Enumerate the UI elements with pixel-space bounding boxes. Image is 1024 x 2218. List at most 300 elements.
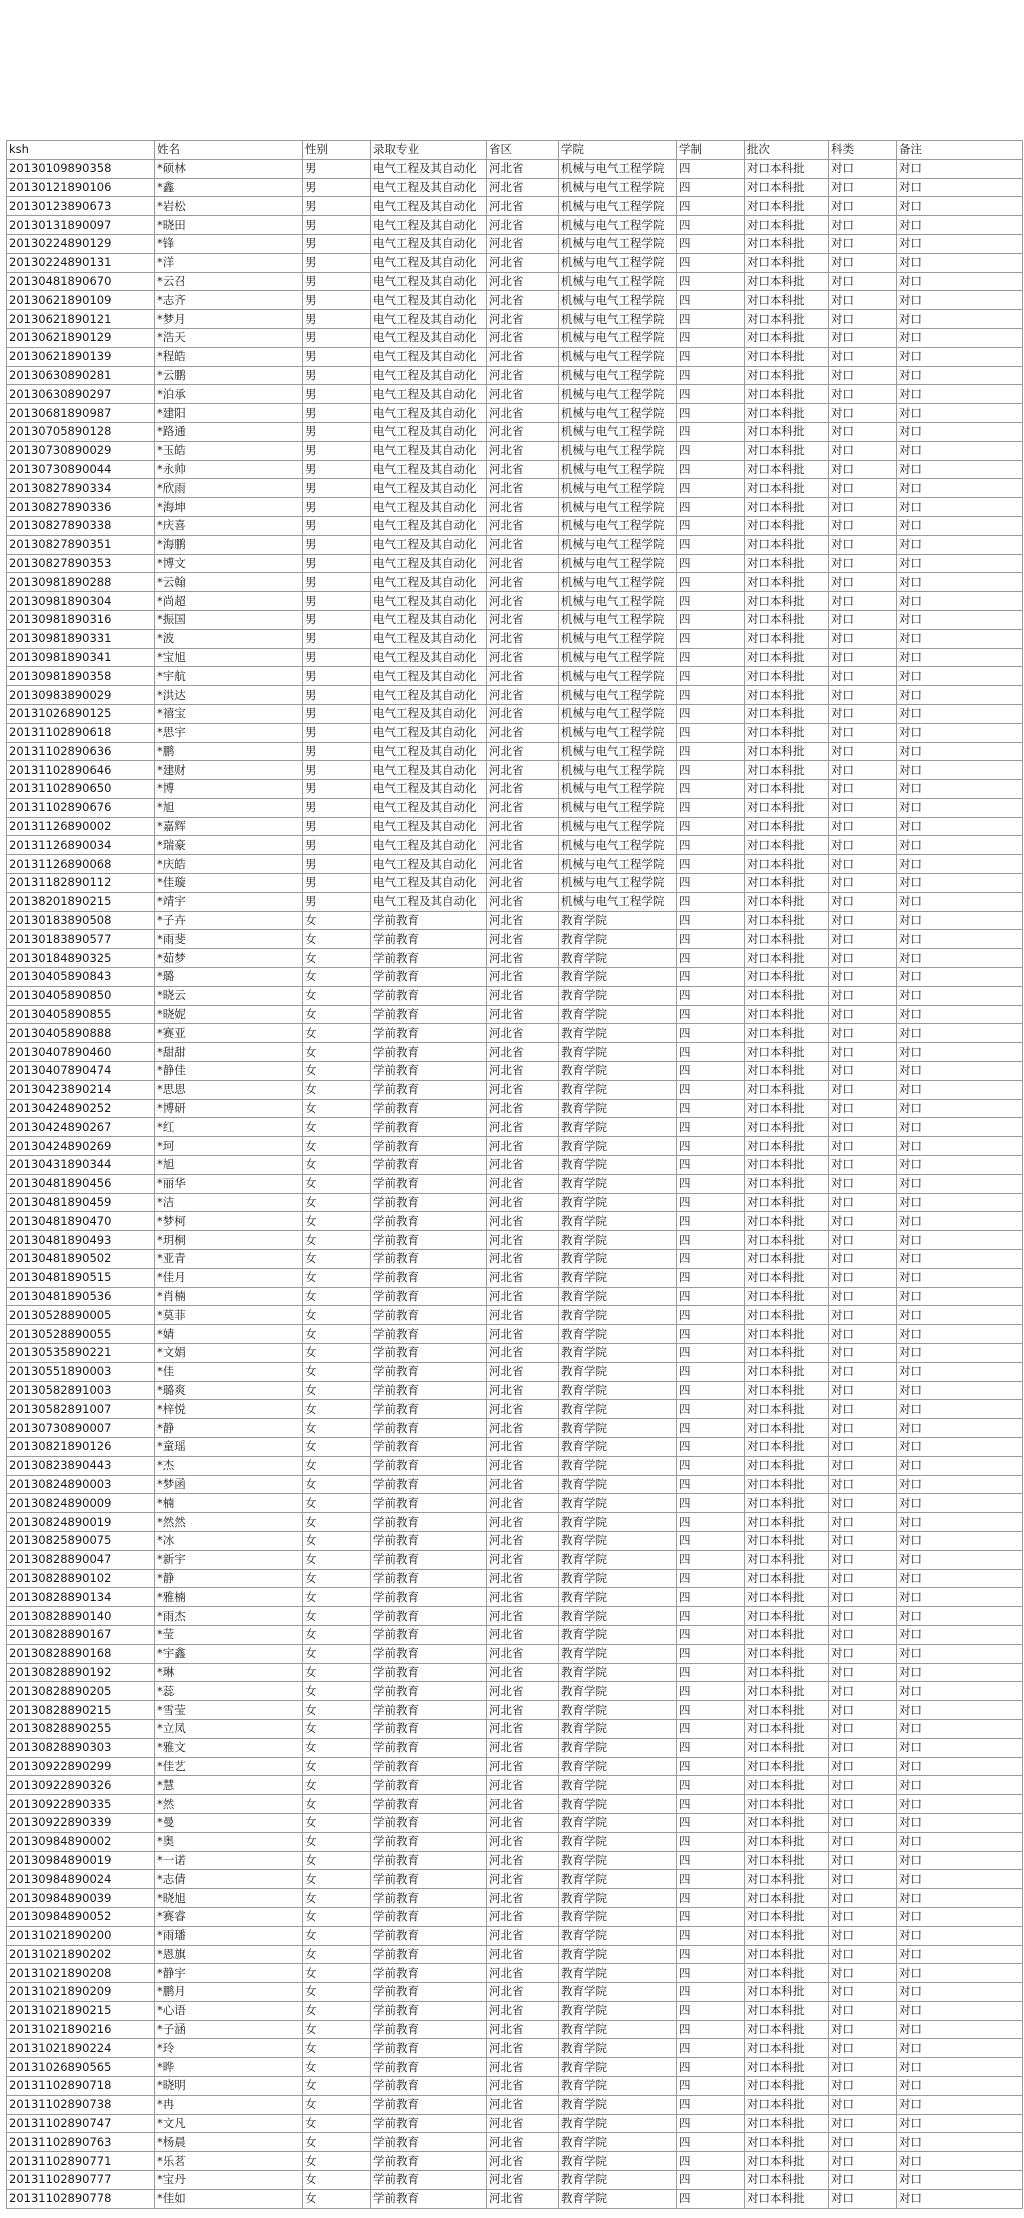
cell-note: 对口 <box>897 855 1023 874</box>
table-row <box>7 742 1023 761</box>
table-row <box>7 178 1023 197</box>
cell-ksh: 20130981890288 <box>7 573 155 592</box>
cell-province: 河北省 <box>487 1964 559 1983</box>
cell-college: 机械与电气工程学院 <box>559 535 677 554</box>
cell-duration: 四 <box>677 592 745 611</box>
cell-name: *晔 <box>155 2058 303 2077</box>
cell-major: 学前教育 <box>371 1776 487 1795</box>
cell-batch: 对口本科批 <box>745 1813 829 1832</box>
cell-major: 电气工程及其自动化 <box>371 629 487 648</box>
cell-name: *雨斐 <box>155 930 303 949</box>
cell-college: 教育学院 <box>559 2020 677 2039</box>
cell-college: 教育学院 <box>559 1437 677 1456</box>
cell-note: 对口 <box>897 1193 1023 1212</box>
cell-major: 电气工程及其自动化 <box>371 328 487 347</box>
cell-college: 教育学院 <box>559 1362 677 1381</box>
cell-province: 河北省 <box>487 1287 559 1306</box>
cell-batch: 对口本科批 <box>745 1118 829 1137</box>
cell-category: 对口 <box>829 1907 897 1926</box>
table-row <box>7 667 1023 686</box>
cell-province: 河北省 <box>487 1494 559 1513</box>
cell-name: *岩松 <box>155 197 303 216</box>
cell-college: 机械与电气工程学院 <box>559 704 677 723</box>
cell-name: *宇航 <box>155 667 303 686</box>
cell-ksh: 20130424890252 <box>7 1099 155 1118</box>
table-row <box>7 1456 1023 1475</box>
cell-note: 对口 <box>897 2133 1023 2152</box>
column-header-ksh: ksh <box>7 141 155 160</box>
cell-college: 教育学院 <box>559 1588 677 1607</box>
cell-province: 河北省 <box>487 498 559 517</box>
cell-ksh: 20130535890221 <box>7 1344 155 1363</box>
cell-ksh: 20131102890646 <box>7 761 155 780</box>
cell-province: 河北省 <box>487 874 559 893</box>
cell-batch: 对口本科批 <box>745 667 829 686</box>
table-row <box>7 1250 1023 1269</box>
cell-duration: 四 <box>677 310 745 329</box>
cell-note: 对口 <box>897 1907 1023 1926</box>
cell-note: 对口 <box>897 1682 1023 1701</box>
cell-note: 对口 <box>897 1813 1023 1832</box>
cell-gender: 女 <box>303 1851 371 1870</box>
cell-batch: 对口本科批 <box>745 1193 829 1212</box>
cell-college: 机械与电气工程学院 <box>559 592 677 611</box>
cell-gender: 女 <box>303 1362 371 1381</box>
cell-duration: 四 <box>677 855 745 874</box>
header-row <box>7 141 1023 160</box>
cell-ksh: 20130405890850 <box>7 986 155 1005</box>
cell-category: 对口 <box>829 460 897 479</box>
cell-note: 对口 <box>897 310 1023 329</box>
cell-batch: 对口本科批 <box>745 1625 829 1644</box>
table-row <box>7 1306 1023 1325</box>
cell-province: 河北省 <box>487 629 559 648</box>
cell-duration: 四 <box>677 1531 745 1550</box>
table-row <box>7 1926 1023 1945</box>
cell-name: *思宇 <box>155 723 303 742</box>
cell-ksh: 20130828890192 <box>7 1663 155 1682</box>
cell-note: 对口 <box>897 2152 1023 2171</box>
cell-major: 电气工程及其自动化 <box>371 704 487 723</box>
cell-note: 对口 <box>897 1870 1023 1889</box>
column-header-major: 录取专业 <box>371 141 487 160</box>
cell-duration: 四 <box>677 2039 745 2058</box>
cell-college: 教育学院 <box>559 1475 677 1494</box>
cell-note: 对口 <box>897 1832 1023 1851</box>
cell-batch: 对口本科批 <box>745 1832 829 1851</box>
cell-ksh: 20131126890002 <box>7 817 155 836</box>
cell-province: 河北省 <box>487 648 559 667</box>
cell-province: 河北省 <box>487 742 559 761</box>
table-row <box>7 798 1023 817</box>
cell-duration: 四 <box>677 1419 745 1438</box>
cell-category: 对口 <box>829 1437 897 1456</box>
cell-duration: 四 <box>677 686 745 705</box>
cell-note: 对口 <box>897 592 1023 611</box>
cell-note: 对口 <box>897 1005 1023 1024</box>
table-row <box>7 1437 1023 1456</box>
cell-note: 对口 <box>897 1287 1023 1306</box>
cell-ksh: 20130827890351 <box>7 535 155 554</box>
cell-name: *嘉辉 <box>155 817 303 836</box>
cell-note: 对口 <box>897 291 1023 310</box>
cell-note: 对口 <box>897 1701 1023 1720</box>
cell-gender: 女 <box>303 1419 371 1438</box>
cell-duration: 四 <box>677 1325 745 1344</box>
cell-province: 河北省 <box>487 1118 559 1137</box>
cell-duration: 四 <box>677 422 745 441</box>
cell-ksh: 20130922890339 <box>7 1813 155 1832</box>
cell-duration: 四 <box>677 949 745 968</box>
cell-college: 教育学院 <box>559 1701 677 1720</box>
cell-category: 对口 <box>829 1174 897 1193</box>
cell-duration: 四 <box>677 2020 745 2039</box>
cell-province: 河北省 <box>487 2001 559 2020</box>
cell-batch: 对口本科批 <box>745 2171 829 2190</box>
cell-category: 对口 <box>829 2152 897 2171</box>
cell-province: 河北省 <box>487 1531 559 1550</box>
cell-duration: 四 <box>677 1663 745 1682</box>
cell-batch: 对口本科批 <box>745 366 829 385</box>
cell-duration: 四 <box>677 761 745 780</box>
cell-duration: 四 <box>677 1174 745 1193</box>
cell-major: 学前教育 <box>371 1870 487 1889</box>
cell-note: 对口 <box>897 1362 1023 1381</box>
cell-province: 河北省 <box>487 1400 559 1419</box>
cell-province: 河北省 <box>487 1682 559 1701</box>
cell-note: 对口 <box>897 1437 1023 1456</box>
cell-category: 对口 <box>829 2001 897 2020</box>
cell-gender: 女 <box>303 1550 371 1569</box>
cell-major: 电气工程及其自动化 <box>371 610 487 629</box>
cell-note: 对口 <box>897 1137 1023 1156</box>
cell-major: 电气工程及其自动化 <box>371 648 487 667</box>
cell-duration: 四 <box>677 1024 745 1043</box>
cell-ksh: 20130481890670 <box>7 272 155 291</box>
cell-college: 机械与电气工程学院 <box>559 648 677 667</box>
cell-duration: 四 <box>677 253 745 272</box>
table-row <box>7 1964 1023 1983</box>
table-row <box>7 422 1023 441</box>
cell-category: 对口 <box>829 1513 897 1532</box>
cell-major: 学前教育 <box>371 2171 487 2190</box>
cell-batch: 对口本科批 <box>745 1851 829 1870</box>
cell-duration: 四 <box>677 197 745 216</box>
cell-name: *宝丹 <box>155 2171 303 2190</box>
cell-name: *梓悦 <box>155 1400 303 1419</box>
cell-note: 对口 <box>897 1550 1023 1569</box>
cell-major: 电气工程及其自动化 <box>371 253 487 272</box>
cell-name: *恩旗 <box>155 1945 303 1964</box>
cell-college: 教育学院 <box>559 1400 677 1419</box>
cell-name: *璐 <box>155 968 303 987</box>
cell-duration: 四 <box>677 2001 745 2020</box>
cell-province: 河北省 <box>487 836 559 855</box>
cell-major: 学前教育 <box>371 1907 487 1926</box>
cell-batch: 对口本科批 <box>745 1644 829 1663</box>
table-row <box>7 2095 1023 2114</box>
cell-province: 河北省 <box>487 2095 559 2114</box>
cell-name: *旭 <box>155 798 303 817</box>
cell-duration: 四 <box>677 516 745 535</box>
cell-note: 对口 <box>897 629 1023 648</box>
cell-ksh: 20130621890121 <box>7 310 155 329</box>
cell-college: 教育学院 <box>559 949 677 968</box>
table-row <box>7 291 1023 310</box>
cell-ksh: 20130828890167 <box>7 1625 155 1644</box>
table-row <box>7 2133 1023 2152</box>
cell-gender: 男 <box>303 610 371 629</box>
cell-duration: 四 <box>677 159 745 178</box>
cell-college: 教育学院 <box>559 2095 677 2114</box>
cell-name: *子涵 <box>155 2020 303 2039</box>
cell-gender: 女 <box>303 2189 371 2208</box>
cell-gender: 男 <box>303 667 371 686</box>
cell-gender: 女 <box>303 1250 371 1269</box>
cell-name: *文凡 <box>155 2114 303 2133</box>
cell-college: 机械与电气工程学院 <box>559 516 677 535</box>
cell-gender: 女 <box>303 1813 371 1832</box>
cell-name: *雪莹 <box>155 1701 303 1720</box>
cell-category: 对口 <box>829 328 897 347</box>
cell-major: 学前教育 <box>371 911 487 930</box>
cell-note: 对口 <box>897 1212 1023 1231</box>
cell-duration: 四 <box>677 554 745 573</box>
cell-note: 对口 <box>897 2189 1023 2208</box>
cell-college: 机械与电气工程学院 <box>559 422 677 441</box>
cell-province: 河北省 <box>487 1738 559 1757</box>
cell-gender: 女 <box>303 1118 371 1137</box>
cell-province: 河北省 <box>487 1870 559 1889</box>
cell-note: 对口 <box>897 216 1023 235</box>
cell-province: 河北省 <box>487 422 559 441</box>
cell-ksh: 20131102890777 <box>7 2171 155 2190</box>
cell-province: 河北省 <box>487 1456 559 1475</box>
table-row <box>7 1099 1023 1118</box>
cell-gender: 男 <box>303 498 371 517</box>
cell-batch: 对口本科批 <box>745 780 829 799</box>
cell-college: 教育学院 <box>559 2152 677 2171</box>
cell-name: *立凤 <box>155 1719 303 1738</box>
cell-major: 学前教育 <box>371 1419 487 1438</box>
cell-name: *雨璠 <box>155 1926 303 1945</box>
cell-ksh: 20130983890029 <box>7 686 155 705</box>
cell-name: *静 <box>155 1569 303 1588</box>
cell-major: 学前教育 <box>371 2058 487 2077</box>
cell-duration: 四 <box>677 1569 745 1588</box>
cell-major: 学前教育 <box>371 1231 487 1250</box>
table-row <box>7 1531 1023 1550</box>
cell-ksh: 20130528890055 <box>7 1325 155 1344</box>
cell-province: 河北省 <box>487 1513 559 1532</box>
cell-province: 河北省 <box>487 1795 559 1814</box>
cell-ksh: 20130481890456 <box>7 1174 155 1193</box>
column-header-gender: 性别 <box>303 141 371 160</box>
cell-ksh: 20130681890987 <box>7 404 155 423</box>
cell-major: 电气工程及其自动化 <box>371 535 487 554</box>
cell-note: 对口 <box>897 874 1023 893</box>
cell-gender: 女 <box>303 2058 371 2077</box>
cell-ksh: 20130828890255 <box>7 1719 155 1738</box>
cell-major: 学前教育 <box>371 1306 487 1325</box>
cell-major: 学前教育 <box>371 1625 487 1644</box>
cell-name: *海坤 <box>155 498 303 517</box>
cell-name: *雅文 <box>155 1738 303 1757</box>
cell-duration: 四 <box>677 366 745 385</box>
cell-ksh: 20130621890109 <box>7 291 155 310</box>
cell-name: *志倩 <box>155 1870 303 1889</box>
cell-province: 河北省 <box>487 1362 559 1381</box>
cell-category: 对口 <box>829 1569 897 1588</box>
cell-name: *硕林 <box>155 159 303 178</box>
cell-gender: 男 <box>303 216 371 235</box>
cell-province: 河北省 <box>487 197 559 216</box>
table-row <box>7 1400 1023 1419</box>
cell-ksh: 20130730890044 <box>7 460 155 479</box>
cell-name: *志齐 <box>155 291 303 310</box>
cell-province: 河北省 <box>487 347 559 366</box>
cell-batch: 对口本科批 <box>745 723 829 742</box>
cell-province: 河北省 <box>487 1588 559 1607</box>
cell-batch: 对口本科批 <box>745 1889 829 1908</box>
cell-category: 对口 <box>829 1813 897 1832</box>
cell-category: 对口 <box>829 930 897 949</box>
cell-batch: 对口本科批 <box>745 1325 829 1344</box>
cell-gender: 男 <box>303 704 371 723</box>
cell-gender: 男 <box>303 742 371 761</box>
cell-category: 对口 <box>829 1024 897 1043</box>
cell-name: *玲 <box>155 2039 303 2058</box>
cell-college: 机械与电气工程学院 <box>559 610 677 629</box>
cell-duration: 四 <box>677 1607 745 1626</box>
cell-major: 学前教育 <box>371 1588 487 1607</box>
cell-major: 学前教育 <box>371 1475 487 1494</box>
cell-batch: 对口本科批 <box>745 1419 829 1438</box>
cell-duration: 四 <box>677 1945 745 1964</box>
cell-category: 对口 <box>829 1156 897 1175</box>
cell-category: 对口 <box>829 2095 897 2114</box>
cell-gender: 女 <box>303 1174 371 1193</box>
cell-name: *心语 <box>155 2001 303 2020</box>
cell-duration: 四 <box>677 291 745 310</box>
cell-province: 河北省 <box>487 1569 559 1588</box>
cell-ksh: 20131102890771 <box>7 2152 155 2171</box>
cell-province: 河北省 <box>487 310 559 329</box>
cell-gender: 男 <box>303 441 371 460</box>
cell-batch: 对口本科批 <box>745 986 829 1005</box>
cell-note: 对口 <box>897 197 1023 216</box>
cell-major: 学前教育 <box>371 1832 487 1851</box>
table-row <box>7 1851 1023 1870</box>
cell-category: 对口 <box>829 1776 897 1795</box>
cell-gender: 男 <box>303 686 371 705</box>
cell-duration: 四 <box>677 1983 745 2002</box>
cell-college: 机械与电气工程学院 <box>559 780 677 799</box>
cell-gender: 女 <box>303 986 371 1005</box>
cell-category: 对口 <box>829 667 897 686</box>
cell-college: 机械与电气工程学院 <box>559 761 677 780</box>
cell-category: 对口 <box>829 1118 897 1137</box>
cell-province: 河北省 <box>487 516 559 535</box>
cell-major: 学前教育 <box>371 1062 487 1081</box>
cell-batch: 对口本科批 <box>745 1964 829 1983</box>
cell-gender: 女 <box>303 1456 371 1475</box>
cell-college: 机械与电气工程学院 <box>559 216 677 235</box>
cell-province: 河北省 <box>487 1851 559 1870</box>
cell-province: 河北省 <box>487 404 559 423</box>
cell-ksh: 20131102890778 <box>7 2189 155 2208</box>
cell-gender: 女 <box>303 1889 371 1908</box>
cell-province: 河北省 <box>487 1663 559 1682</box>
cell-province: 河北省 <box>487 855 559 874</box>
table-row <box>7 573 1023 592</box>
cell-gender: 女 <box>303 1926 371 1945</box>
cell-college: 教育学院 <box>559 2077 677 2096</box>
cell-gender: 男 <box>303 629 371 648</box>
cell-duration: 四 <box>677 1456 745 1475</box>
cell-gender: 女 <box>303 1231 371 1250</box>
cell-note: 对口 <box>897 347 1023 366</box>
cell-college: 教育学院 <box>559 1193 677 1212</box>
cell-note: 对口 <box>897 1344 1023 1363</box>
cell-duration: 四 <box>677 1644 745 1663</box>
cell-province: 河北省 <box>487 385 559 404</box>
table-row <box>7 441 1023 460</box>
table-row <box>7 1682 1023 1701</box>
cell-gender: 男 <box>303 310 371 329</box>
cell-major: 学前教育 <box>371 968 487 987</box>
cell-ksh: 20130431890344 <box>7 1156 155 1175</box>
cell-major: 学前教育 <box>371 2095 487 2114</box>
cell-name: *雨杰 <box>155 1607 303 1626</box>
cell-province: 河北省 <box>487 535 559 554</box>
cell-province: 河北省 <box>487 610 559 629</box>
cell-ksh: 20130481890459 <box>7 1193 155 1212</box>
cell-college: 教育学院 <box>559 1212 677 1231</box>
cell-ksh: 20130551890003 <box>7 1362 155 1381</box>
cell-college: 教育学院 <box>559 1757 677 1776</box>
cell-college: 机械与电气工程学院 <box>559 366 677 385</box>
cell-major: 电气工程及其自动化 <box>371 780 487 799</box>
cell-category: 对口 <box>829 1870 897 1889</box>
cell-province: 河北省 <box>487 798 559 817</box>
column-header-batch: 批次 <box>745 141 829 160</box>
cell-duration: 四 <box>677 1437 745 1456</box>
cell-name: *泊承 <box>155 385 303 404</box>
cell-note: 对口 <box>897 404 1023 423</box>
cell-major: 学前教育 <box>371 1043 487 1062</box>
cell-major: 学前教育 <box>371 1344 487 1363</box>
cell-ksh: 20130828890047 <box>7 1550 155 1569</box>
cell-batch: 对口本科批 <box>745 1156 829 1175</box>
cell-category: 对口 <box>829 610 897 629</box>
cell-name: *童瑶 <box>155 1437 303 1456</box>
cell-major: 电气工程及其自动化 <box>371 291 487 310</box>
cell-category: 对口 <box>829 516 897 535</box>
cell-duration: 四 <box>677 1362 745 1381</box>
cell-batch: 对口本科批 <box>745 1494 829 1513</box>
cell-category: 对口 <box>829 686 897 705</box>
cell-province: 河北省 <box>487 1907 559 1926</box>
cell-province: 河北省 <box>487 592 559 611</box>
cell-name: *晓田 <box>155 216 303 235</box>
cell-duration: 四 <box>677 667 745 686</box>
table-row <box>7 216 1023 235</box>
cell-batch: 对口本科批 <box>745 216 829 235</box>
cell-gender: 女 <box>303 1945 371 1964</box>
cell-batch: 对口本科批 <box>745 836 829 855</box>
cell-category: 对口 <box>829 1795 897 1814</box>
